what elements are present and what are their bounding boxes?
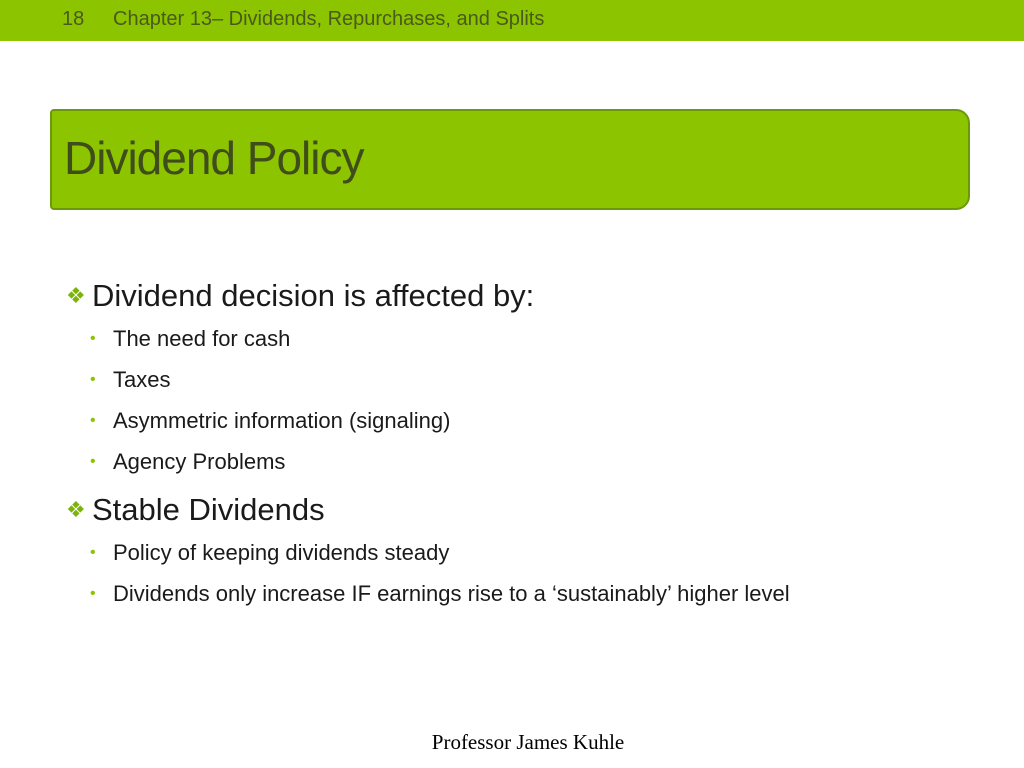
diamond-bullet-icon: ❖ xyxy=(66,497,86,522)
dot-bullet-icon: • xyxy=(90,412,96,429)
diamond-bullet-icon: ❖ xyxy=(66,283,86,308)
header-bar xyxy=(0,0,1024,41)
bullet-text: Taxes xyxy=(113,367,171,392)
bullet-text: Dividends only increase IF earnings rise to a ‘sustainably’ higher level xyxy=(113,581,790,606)
dot-bullet-icon: • xyxy=(90,371,96,388)
bullet-text: Dividend decision is affected by: xyxy=(92,278,535,313)
bullet-text: Stable Dividends xyxy=(92,492,325,527)
dot-bullet-icon: • xyxy=(90,544,96,561)
bullet-level2 xyxy=(66,532,986,573)
bullet-level2 xyxy=(66,359,986,400)
title-box xyxy=(50,109,970,210)
slide-number: 18 xyxy=(62,8,85,30)
bullet-level1 xyxy=(66,274,986,318)
bullet-level1 xyxy=(66,488,986,532)
dot-bullet-icon: • xyxy=(90,330,96,347)
bullet-text: Policy of keeping dividends steady xyxy=(113,540,450,565)
footer-author: Professor James Kuhle xyxy=(431,730,625,754)
bullet-text: Agency Problems xyxy=(113,449,286,474)
bullet-level2 xyxy=(66,573,986,614)
bullet-text: The need for cash xyxy=(113,326,291,351)
bullet-list xyxy=(66,274,986,614)
slide-title: Dividend Policy xyxy=(64,132,364,184)
bullet-level2 xyxy=(66,318,986,359)
chapter-title: Chapter 13– Dividends, Repurchases, and Splits xyxy=(113,8,545,30)
dot-bullet-icon: • xyxy=(90,453,96,470)
bullet-level2 xyxy=(66,400,986,441)
bullet-level2 xyxy=(66,441,986,482)
dot-bullet-icon: • xyxy=(90,585,96,602)
bullet-text: Asymmetric information (signaling) xyxy=(113,408,451,433)
